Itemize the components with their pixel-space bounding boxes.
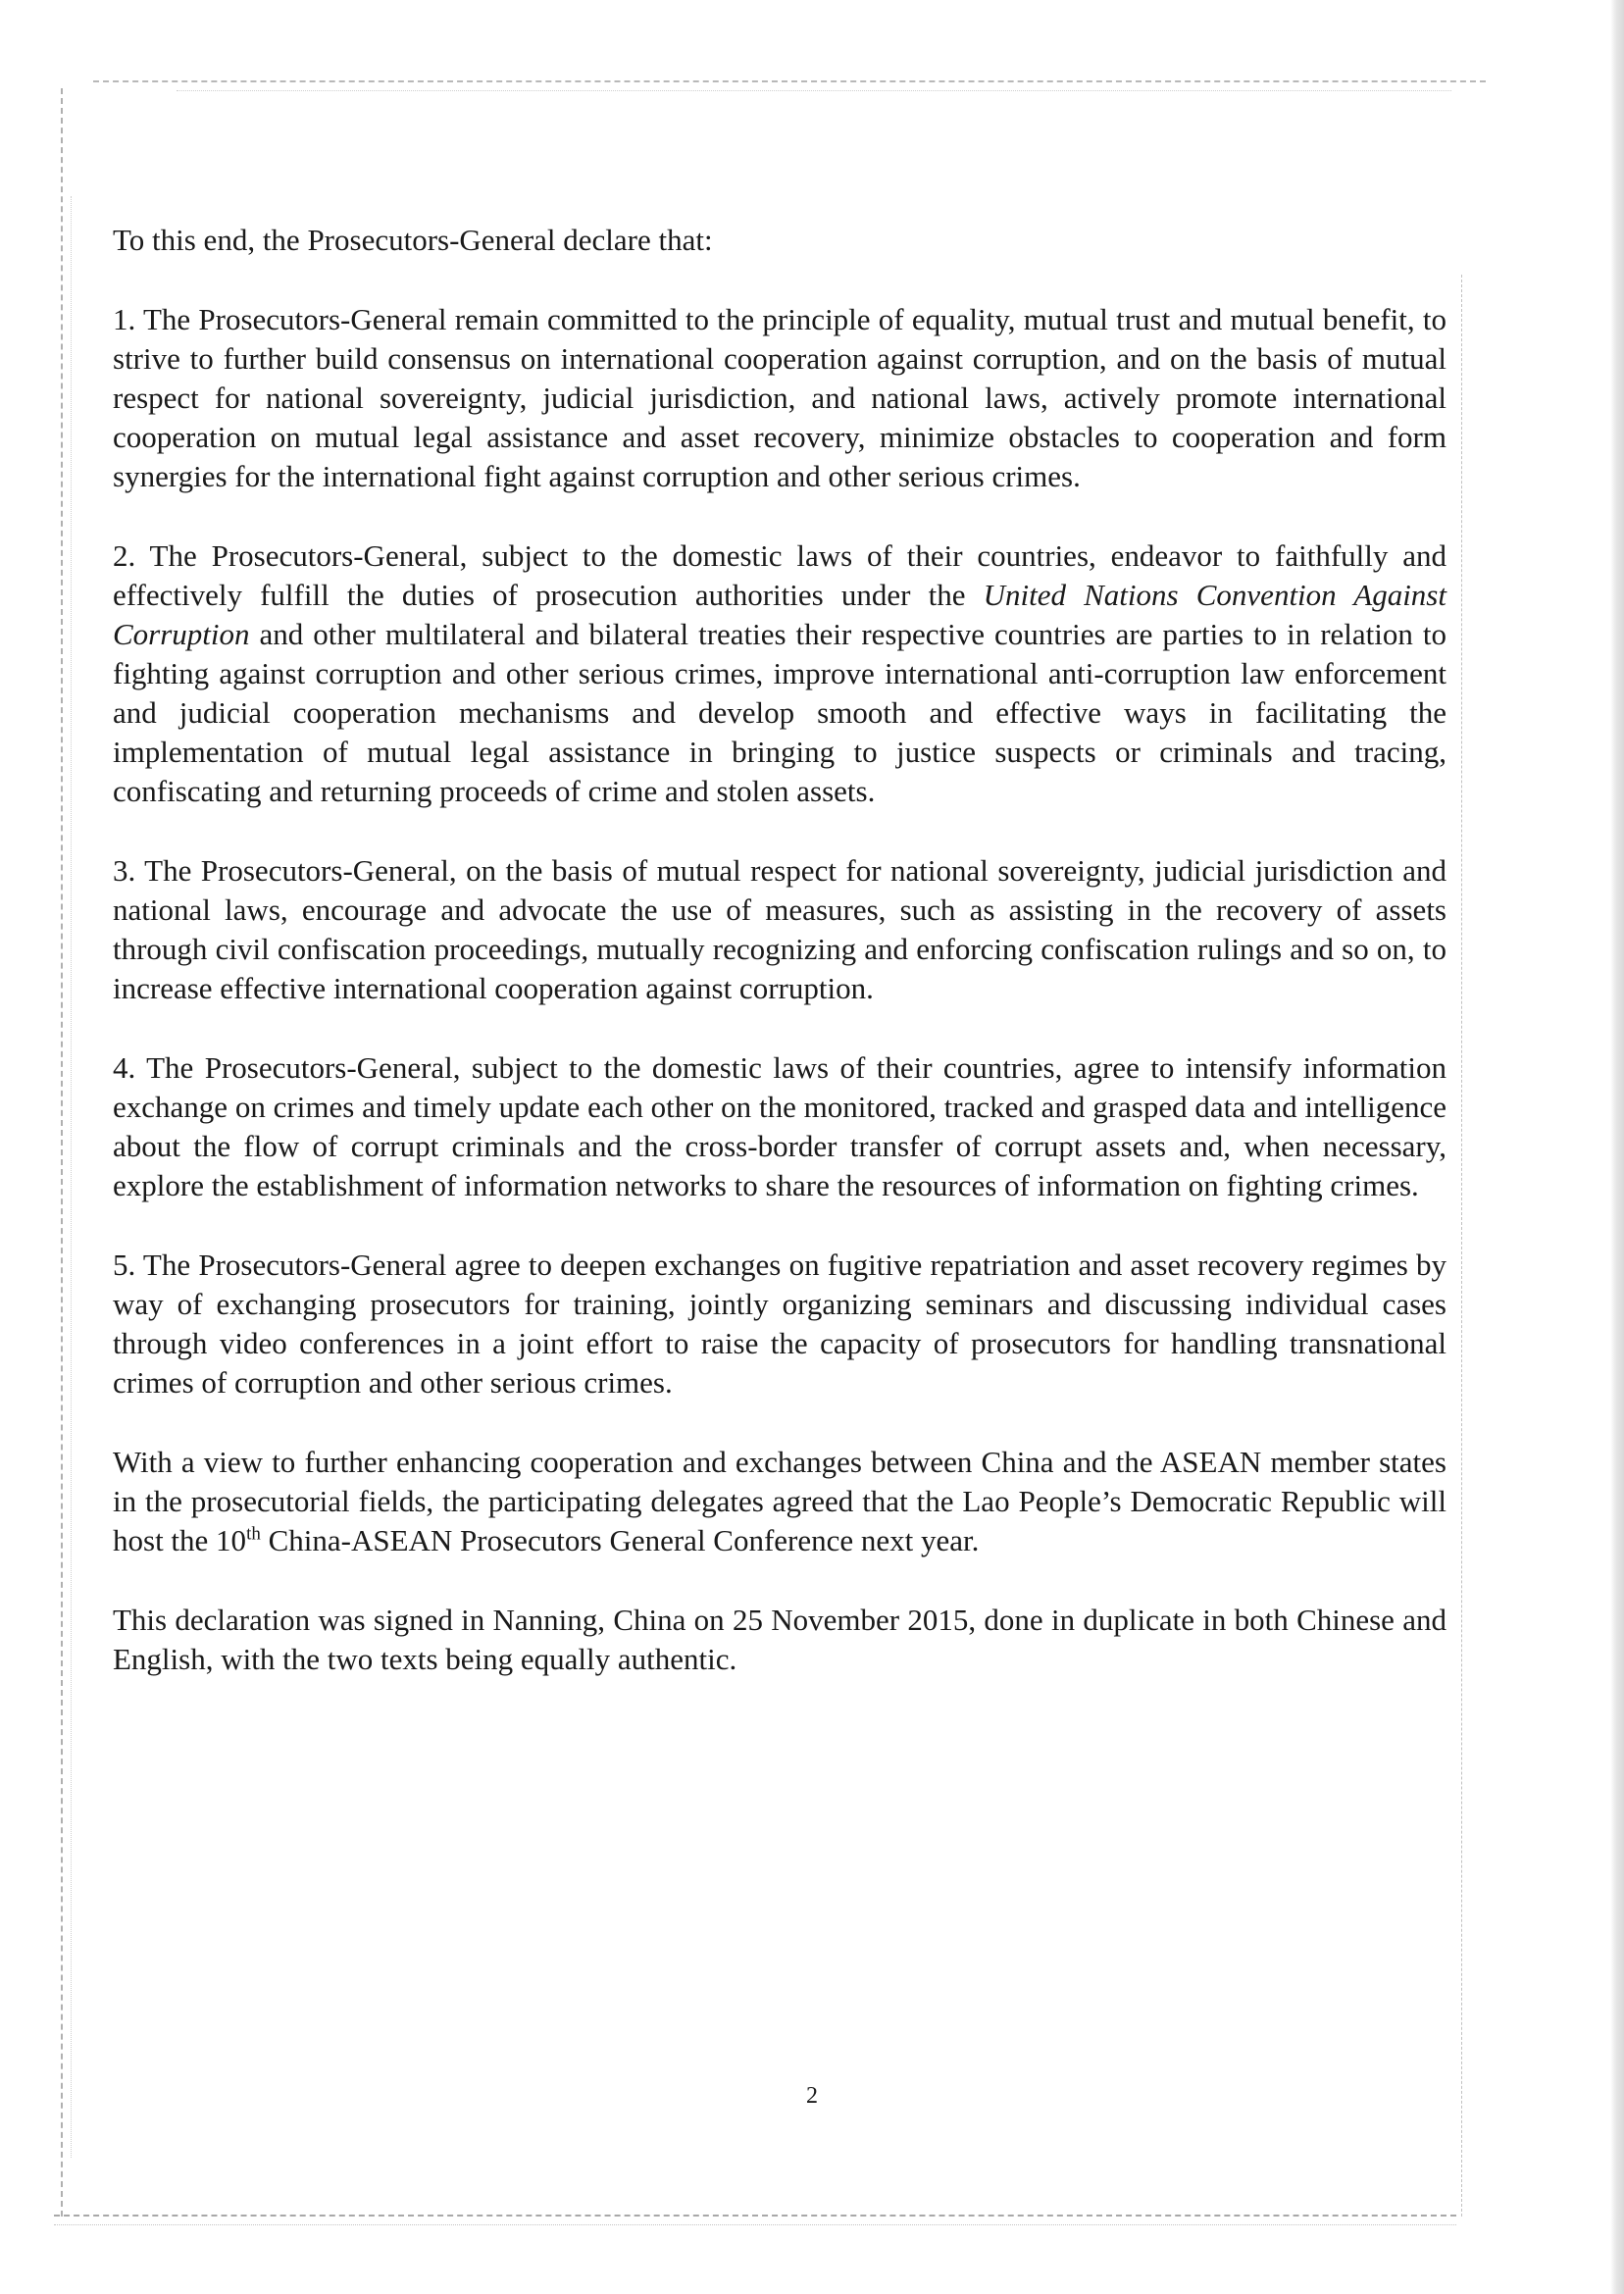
document-body: [113, 221, 1446, 1719]
clause-2-text-start: 2. The Prosecutors-General, subject to the domestic laws of their countries, endeavor to faithfully and effectively fulfill the duties of prosecution authorities under the: [113, 538, 1446, 612]
closing-text-start: With a view to further enhancing cooperation and exchanges between China and the ASEAN member states in the prosecutorial fields, the participating delegates agreed that the Lao People’s Democratic Republic will host the 10: [113, 1445, 1446, 1557]
clause-1-paragraph: 1. The Prosecutors-General remain committed to the principle of equality, mutual trust and mutual benefit, to strive to further build consensus on international cooperation against corruption, and on the basis of mutual respect for national sovereignty, judicial jurisdiction, and national laws, actively promote international cooperation on mutual legal assistance and asset recovery, minimize obstacles to cooperation and form synergies for the international fight against corruption and other serious crimes.: [113, 302, 1446, 493]
intro-paragraph: To this end, the Prosecutors-General declare that:: [113, 223, 713, 257]
clause-2-text-end: and other multilateral and bilateral treaties their respective countries are parties to in relation to fighting against corruption and other serious crimes, improve international anti-corruption law enforcement and judicial cooperation mechanisms and develop smooth and effective ways in facilitating the implementation of mutual legal assistance in bringing to justice suspects or criminals and tracing, confiscating and returning proceeds of crime and stolen assets.: [113, 617, 1446, 808]
clause-5-paragraph: 5. The Prosecutors-General agree to deepen exchanges on fugitive repatriation and asset recovery regimes by way of exchanging prosecutors for training, jointly organizing seminars and discussing individual cases through video conferences in a joint effort to raise the capacity of prosecutors for handling transnational crimes of corruption and other serious crimes.: [113, 1248, 1446, 1400]
clause-2-paragraph: [113, 536, 1446, 811]
scan-border-left-inner: [71, 196, 72, 2158]
page-edge-shadow: [1610, 0, 1624, 2294]
scan-border-top-inner: [177, 90, 1451, 91]
scan-border-right: [1461, 275, 1462, 2217]
scan-border-top: [93, 80, 1486, 82]
page-number: 2: [806, 2083, 818, 2109]
signature-paragraph: This declaration was signed in Nanning, China on 25 November 2015, done in duplicate in both Chinese and English, with the two texts being equally authentic.: [113, 1603, 1446, 1676]
scan-border-bottom: [54, 2215, 1456, 2217]
closing-paragraph: [113, 1443, 1446, 1560]
closing-text-end: China-ASEAN Prosecutors General Conference next year.: [260, 1523, 980, 1557]
clause-3-paragraph: 3. The Prosecutors-General, on the basis of mutual respect for national sovereignty, judicial jurisdiction and national laws, encourage and advocate the use of measures, such as assisting in the recovery of assets through civil confiscation proceedings, mutually recognizing and enforcing confiscation rulings and so on, to increase effective international cooperation against corruption.: [113, 853, 1446, 1005]
convention-title: United Nations Convention Against Corruption: [113, 578, 1446, 651]
ordinal-superscript: th: [246, 1523, 261, 1545]
scan-border-left: [61, 88, 63, 2217]
scan-border-bottom-inner: [54, 2224, 1456, 2225]
clause-4-paragraph: 4. The Prosecutors-General, subject to the domestic laws of their countries, agree to intensify information exchange on crimes and timely update each other on the monitored, tracked and grasped data and intelligence about the flow of corrupt criminals and the cross-border transfer of corrupt assets and, when necessary, explore the establishment of information networks to share the resources of information on fighting crimes.: [113, 1050, 1446, 1202]
